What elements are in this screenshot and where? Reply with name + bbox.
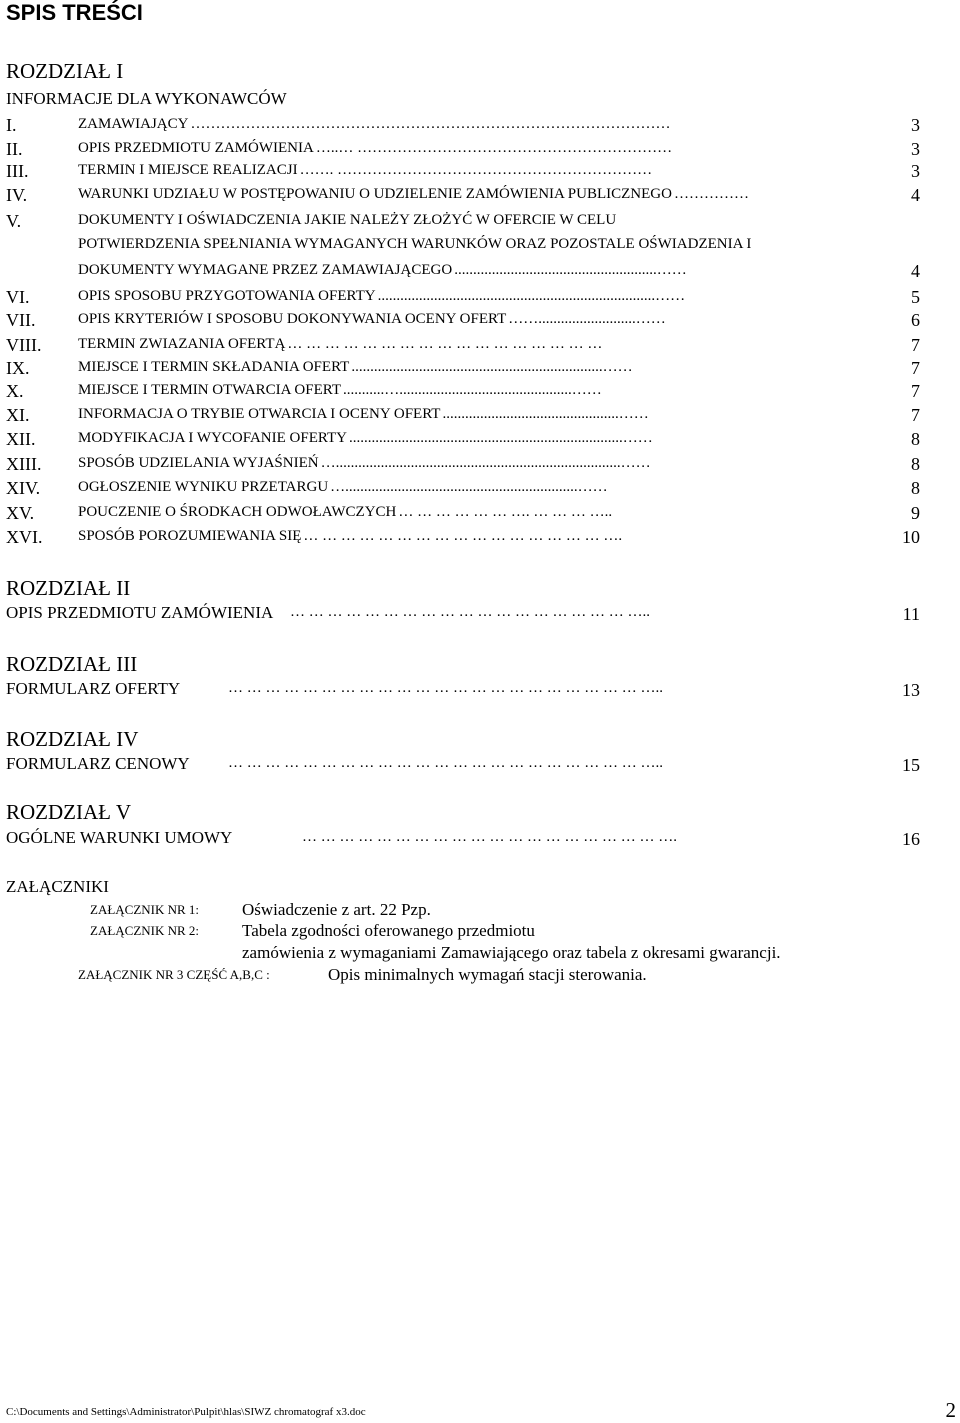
chapter-3-title: FORMULARZ OFERTY (6, 679, 181, 698)
toc-item-title: MIEJSCE I TERMIN SKŁADANIA OFERT (78, 359, 350, 375)
toc-item-title: INFORMACJA O TRYBIE OTWARCIA I OCENY OFERT (78, 406, 441, 422)
toc-item-page-number: 7 (911, 405, 920, 425)
toc-item-leader-dots: … … … … … … … … … … … … … … … … … (287, 336, 603, 352)
chapter-1-subheading: INFORMACJE DLA WYKONAWCÓW (6, 89, 287, 108)
attachment-2-text-cont: zamówienia z wymaganiami Zamawiającego oraz tabela z okresami gwarancji. (242, 943, 781, 962)
toc-item-title: OGŁOSZENIE WYNIKU PRZETARGU (78, 479, 329, 495)
toc-item-page-number: 6 (911, 310, 920, 330)
chapter-3-page: 13 (902, 680, 920, 700)
toc-item-title: WARUNKI UDZIAŁU W POSTĘPOWANIU O UDZIELENIE ZAMÓWIENIA PUBLICZNEGO (78, 186, 672, 202)
toc-item-leader-dots: …………………………………………………………………………………… (190, 116, 671, 132)
chapter-3-heading: ROZDZIAŁ III (6, 652, 138, 676)
chapter-2-title: OPIS PRZEDMIOTU ZAMÓWIENIA (6, 603, 274, 622)
toc-item-title: SPOSÓB POROZUMIEWANIA SIĘ (78, 528, 302, 544)
toc-item-leader-dots: …............................................................................…… (320, 455, 651, 471)
toc-item-number: V. (6, 211, 22, 231)
toc-item-leader-dots: ……..........................…… (508, 311, 666, 327)
chapter-2-dots: … … … … … … … … … … … … … … … … … … ….. (290, 604, 650, 620)
toc-item-page-number: 8 (911, 429, 920, 449)
toc-item-leader-dots: ...............................................…… (442, 406, 649, 422)
toc-item-number: I. (6, 115, 17, 135)
toc-item-page-number: 7 (911, 335, 920, 355)
page-title: SPIS TREŚCI (6, 0, 143, 25)
footer-page-number: 2 (945, 1398, 956, 1422)
toc-item-number: XIII. (6, 454, 42, 474)
attachment-2-text: Tabela zgodności oferowanego przedmiotu (242, 921, 535, 940)
toc-item-page-number: 4 (911, 261, 920, 281)
toc-item-page-number: 5 (911, 287, 920, 307)
chapter-2-page: 11 (902, 604, 920, 624)
toc-item-title: MODYFIKACJA I WYCOFANIE OFERTY (78, 430, 347, 446)
toc-item-title: DOKUMENTY I OŚWIADCZENIA JAKIE NALEŻY ZŁOŻYĆ W OFERCIE W CELU (78, 212, 617, 228)
chapter-5-title: OGÓLNE WARUNKI UMOWY (6, 828, 233, 847)
toc-item-leader-dots: ……. ……………………………………………………… (299, 162, 653, 178)
toc-item-page-number: 9 (911, 503, 920, 523)
chapter-1-heading: ROZDZIAŁ I (6, 59, 124, 83)
toc-item-number: X. (6, 381, 24, 401)
toc-item-number: VI. (6, 287, 30, 307)
toc-item-number: II. (6, 139, 23, 159)
toc-item-title: TERMIN ZWIAZANIA OFERTĄ (78, 336, 286, 352)
toc-item-number: III. (6, 161, 29, 181)
toc-item-page-number: 8 (911, 454, 920, 474)
toc-item-leader-dots: .........................................................................…… (348, 430, 653, 446)
toc-item-page-number: 3 (911, 161, 920, 181)
toc-item-leader-dots: ......................................................…… (454, 262, 687, 278)
toc-item-title: POUCZENIE O ŚRODKACH ODWOŁAWCZYCH (78, 504, 397, 520)
chapter-4-dots: … … … … … … … … … … … … … … … … … … … … … … ….. (228, 755, 663, 771)
toc-item-page-number: 10 (902, 527, 920, 547)
toc-item-page-number: 4 (911, 185, 920, 205)
chapter-5-page: 16 (902, 829, 920, 849)
attachment-1-text: Oświadczenie z art. 22 Pzp. (242, 900, 431, 919)
toc-item-number: IV. (6, 185, 28, 205)
toc-item-page-number: 7 (911, 381, 920, 401)
toc-item-leader-dots: … … … … … … … … … … … … … … … … …. (303, 528, 623, 544)
toc-item-page-number: 3 (911, 139, 920, 159)
toc-item-number: XVI. (6, 527, 43, 547)
attachment-3-label: ZAŁĄCZNIK NR 3 CZĘŚĆ A,B,C : (78, 967, 270, 982)
toc-item-title: MIEJSCE I TERMIN OTWARCIA OFERT (78, 382, 341, 398)
chapter-3-dots: … … … … … … … … … … … … … … … … … … … … … … ….. (228, 680, 663, 696)
toc-item-title-line-2: POTWIERDZENIA SPEŁNIANIA WYMAGANYCH WARUNKÓW ORAZ POZOSTALE OŚWIADZENIA I (78, 236, 752, 252)
footer-file-path: C:\Documents and Settings\Administrator\Pulpit\hlas\SIWZ chromatograf x3.doc (6, 1406, 366, 1418)
attachment-2-label: ZAŁĄCZNIK NR 2: (90, 923, 200, 938)
attachments-heading: ZAŁĄCZNIKI (6, 877, 109, 896)
toc-item-title: SPOSÓB UDZIELANIA WYJAŚNIEŃ (78, 455, 319, 471)
toc-item-title: OPIS SPOSOBU PRZYGOTOWANIA OFERTY (78, 288, 376, 304)
toc-item-title-line-3: DOKUMENTY WYMAGANE PRZEZ ZAMAWIAJĄCEGO (78, 262, 453, 278)
toc-item-number: VIII. (6, 335, 42, 355)
toc-item-leader-dots: ...................................................................…… (351, 359, 633, 375)
chapter-5-heading: ROZDZIAŁ V (6, 800, 132, 824)
attachment-1-label: ZAŁĄCZNIK NR 1: (90, 902, 200, 917)
toc-item-title: OPIS PRZEDMIOTU ZAMÓWIENIA (78, 140, 314, 156)
chapter-4-title: FORMULARZ CENOWY (6, 754, 190, 773)
toc-item-leader-dots: …………… (673, 186, 749, 202)
toc-item-title: ZAMAWIAJĄCY (78, 116, 189, 132)
toc-item-number: XI. (6, 405, 30, 425)
attachment-3-text: Opis minimalnych wymagań stacji sterowania. (328, 965, 647, 984)
toc-item-number: VII. (6, 310, 36, 330)
toc-item-page-number: 7 (911, 358, 920, 378)
toc-item-page-number: 3 (911, 115, 920, 135)
chapter-5-dots: … … … … … … … … … … … … … … … … … … … …. (302, 829, 677, 845)
toc-item-leader-dots: … … … … … … …. … … … ….. (398, 504, 613, 520)
toc-item-title: OPIS KRYTERIÓW I SPOSOBU DOKONYWANIA OCENY OFERT (78, 311, 507, 327)
toc-item-number: XIV. (6, 478, 41, 498)
chapter-4-page: 15 (902, 755, 920, 775)
toc-item-number: XII. (6, 429, 36, 449)
toc-item-leader-dots: …..............................................................…… (330, 479, 608, 495)
toc-item-number: XV. (6, 503, 35, 523)
toc-item-number: IX. (6, 358, 30, 378)
toc-item-leader-dots: ...........…..............................................…… (343, 382, 602, 398)
toc-item-title: TERMIN I MIEJSCE REALIZACJI (78, 162, 298, 178)
toc-item-leader-dots: …..… ……………………………………………………… (315, 140, 673, 156)
chapter-2-heading: ROZDZIAŁ II (6, 576, 131, 600)
chapter-4-heading: ROZDZIAŁ IV (6, 727, 139, 751)
toc-item-page-number: 8 (911, 478, 920, 498)
toc-item-leader-dots: ..........................................................................…… (377, 288, 686, 304)
